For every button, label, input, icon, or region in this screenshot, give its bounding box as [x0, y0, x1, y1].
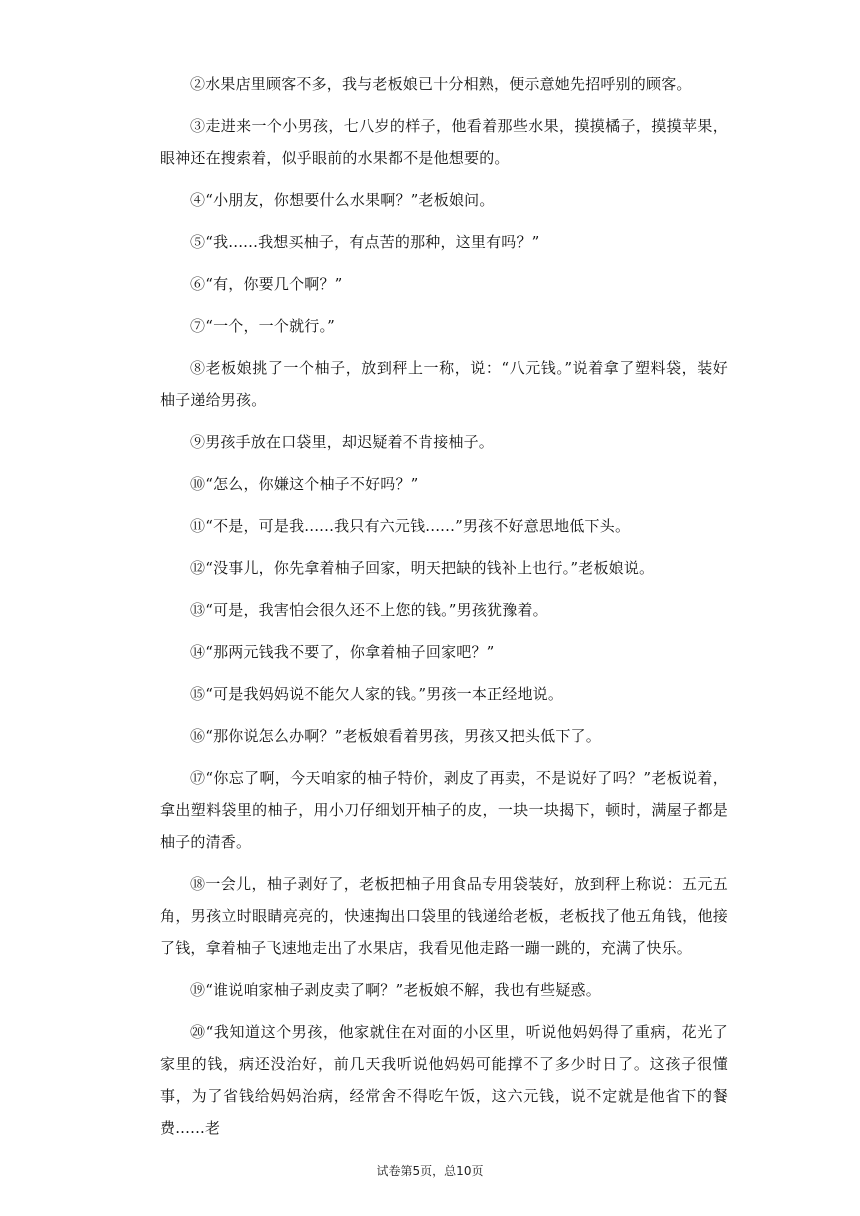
paragraph-2: ②水果店里顾客不多，我与老板娘已十分相熟，便示意她先招呼别的顾客。	[190, 75, 692, 93]
paragraph-13: ⑬“可是，我害怕会很久还不上您的钱。”男孩犹豫着。	[190, 601, 548, 619]
paragraph-9: ⑨男孩手放在口袋里，却迟疑着不肯接柚子。	[190, 433, 495, 451]
paragraph-19: ⑲“谁说咱家柚子剥皮卖了啊？”老板娘不解，我也有些疑惑。	[190, 981, 601, 999]
paragraph-14: ⑭“那两元钱我不要了，你拿着柚子回家吧？”	[190, 643, 495, 661]
paragraph-7: ⑦“一个，一个就行。”	[190, 317, 336, 335]
paragraph-16: ⑯“那你说怎么办啊？”老板娘看着男孩，男孩又把头低下了。	[190, 727, 601, 745]
paragraph-3: ③走进来一个小男孩，七八岁的样子，他看着那些水果，摸摸橘子，摸摸苹果，眼神还在搜索着，似乎眼前的水果都不是他想要的。	[160, 117, 728, 167]
paragraph-18: ⑱一会儿，柚子剥好了，老板把柚子用食品专用袋装好，放到秤上称说：五元五角，男孩立时眼睛亮亮的，快速掏出口袋里的钱递给老板，老板找了他五角钱，他接了钱，拿着柚子飞速地走出了水果店，我看见他走路一蹦一跳的，充满了快乐。	[160, 875, 728, 957]
passage-body	[160, 68, 728, 1154]
paragraph-10: ⑩“怎么，你嫌这个柚子不好吗？”	[190, 475, 419, 493]
paragraph-11: ⑪“不是，可是我......我只有六元钱......”男孩不好意思地低下头。	[190, 517, 631, 535]
paragraph-15: ⑮“可是我妈妈说不能欠人家的钱。”男孩一本正经地说。	[190, 685, 564, 703]
page-footer: 试卷第5页，总10页	[376, 1164, 484, 1178]
paragraph-17: ⑰“你忘了啊，今天咱家的柚子特价，剥皮了再卖，不是说好了吗？”老板说着，拿出塑料袋里的柚子，用小刀仔细划开柚子的皮，一块一块揭下，顿时，满屋子都是柚子的清香。	[160, 769, 728, 851]
paragraph-20: ⑳“我知道这个男孩，他家就住在对面的小区里，听说他妈妈得了重病，花光了家里的钱，病还没治好，前几天我听说他妈妈可能撑不了多少时日了。这孩子很懂事，为了省钱给妈妈治病，经常舍不得吃午饭，这六元钱，说不定就是他省下的餐费......老	[160, 1023, 728, 1137]
paragraph-12: ⑫“没事儿，你先拿着柚子回家，明天把缺的钱补上也行。”老板娘说。	[190, 559, 655, 577]
paragraph-5: ⑤“我......我想买柚子，有点苦的那种，这里有吗？”	[190, 233, 540, 251]
paragraph-6: ⑥“有，你要几个啊？”	[190, 275, 343, 293]
paragraph-4: ④“小朋友，你想要什么水果啊？”老板娘问。	[190, 191, 495, 209]
paragraph-8: ⑧老板娘挑了一个柚子，放到秤上一称，说：“八元钱。”说着拿了塑料袋，装好柚子递给男孩。	[160, 359, 728, 409]
